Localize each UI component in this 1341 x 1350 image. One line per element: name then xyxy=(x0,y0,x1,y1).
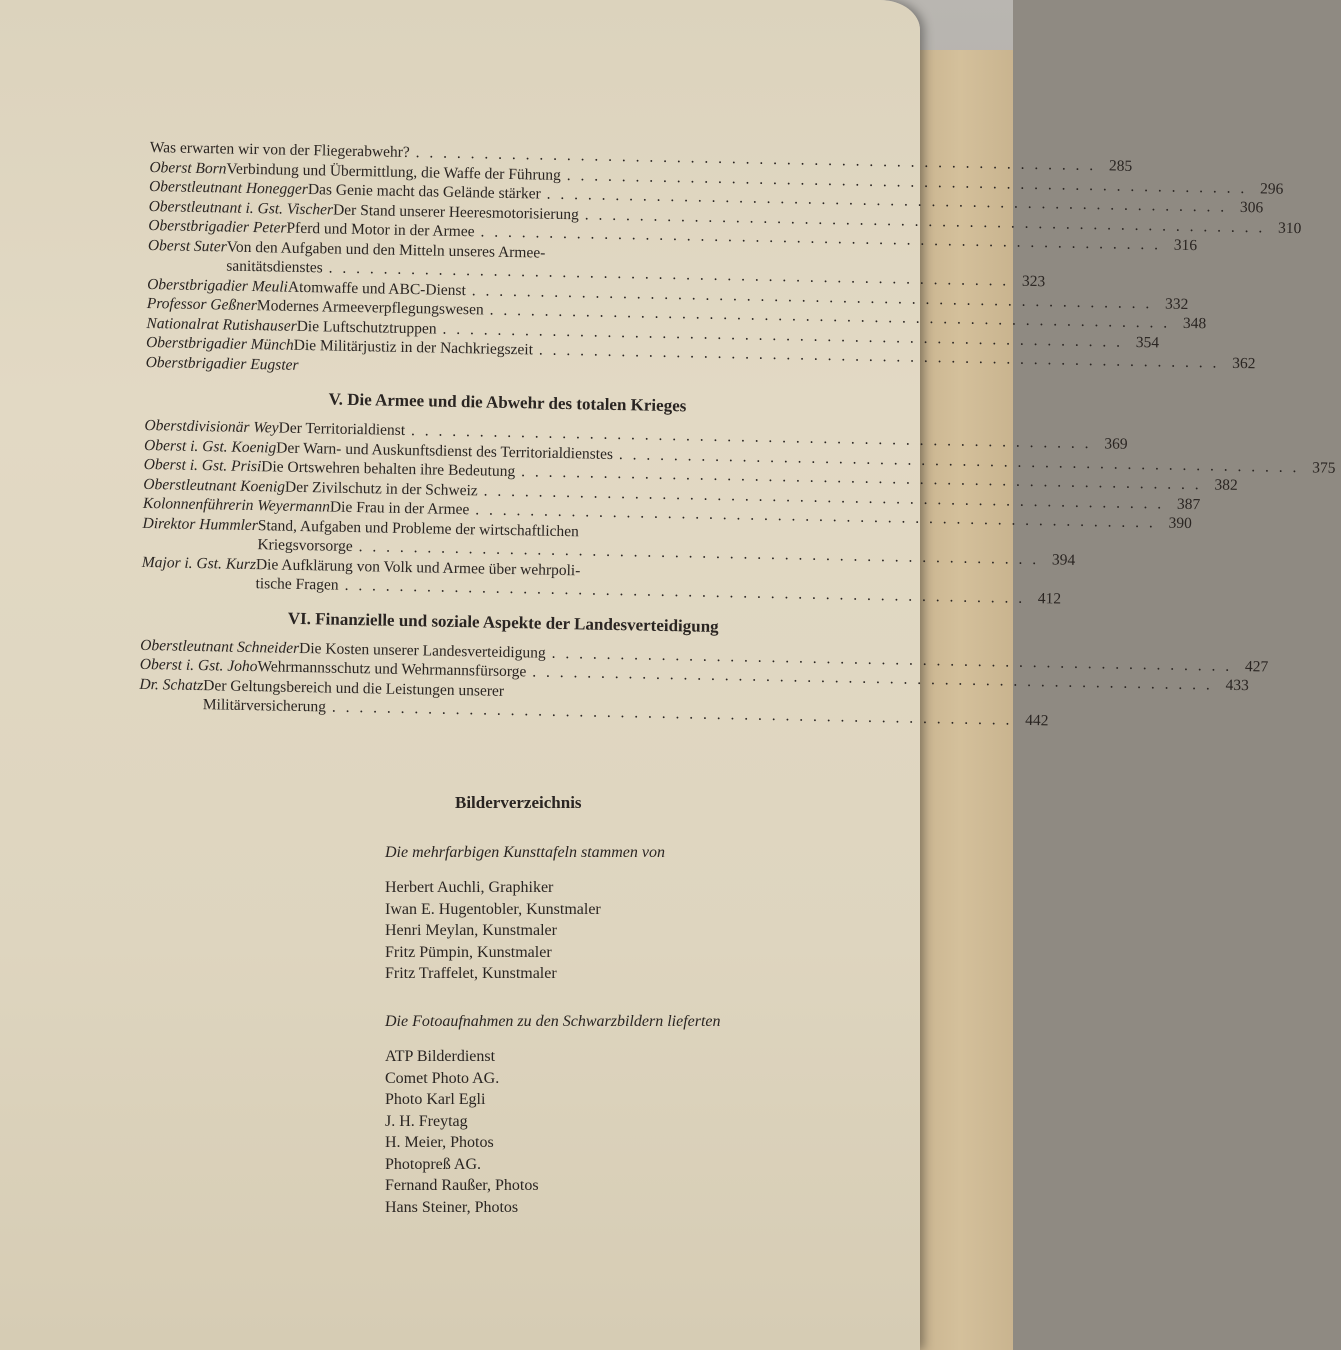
toc-title-text: Der Stand unserer Heeresmotorisierung xyxy=(332,201,579,223)
toc-page-number: 332 xyxy=(1164,295,1189,313)
toc-title-text: Verbindung und Übermittlung, die Waffe der Führung xyxy=(226,159,561,184)
toc-page-number: 442 xyxy=(1025,711,1049,730)
toc-block-4 xyxy=(145,138,1302,387)
toc-title-text: Das Genie macht das Gelände stärker xyxy=(307,181,541,203)
toc-title-text: Der Territorialdienst xyxy=(278,419,406,439)
toc-title-text: tische Fragen xyxy=(255,575,339,594)
toc-page-number: 394 xyxy=(1051,551,1076,569)
art-plates-list xyxy=(385,877,845,985)
table-of-contents xyxy=(139,138,1336,730)
toc-page-number: 323 xyxy=(1021,272,1046,291)
toc-title-text: Wehrmannsschutz und Wehrmannsfürsorge xyxy=(257,658,527,681)
credit-line: Photo Karl Egli xyxy=(385,1091,486,1108)
toc-page-number: 310 xyxy=(1277,219,1302,237)
image-index xyxy=(385,792,845,1244)
toc-author: Professor Geßner xyxy=(146,294,258,315)
credit-line: Iwan E. Hugentobler, Kunstmaler xyxy=(385,900,601,918)
toc-page-number: 354 xyxy=(1135,333,1160,351)
credit-line: ATP Bilderdienst xyxy=(385,1048,496,1065)
toc-author: Oberstbrigadier Eugster xyxy=(145,353,299,374)
credit-line: Hans Steiner, Photos xyxy=(385,1198,519,1216)
toc-title-text: Stand, Aufgaben und Probleme der wirtschaftlichen xyxy=(257,516,580,540)
toc-title-text: Der Geltungsbereich und die Leistungen unserer xyxy=(203,676,505,700)
toc-page-number: 285 xyxy=(1108,157,1133,175)
toc-author: Oberstleutnant Koenig xyxy=(143,475,286,496)
toc-page-number: 382 xyxy=(1214,476,1238,494)
toc-page-number: 362 xyxy=(1232,354,1256,373)
toc-author: Oberstbrigadier Meuli xyxy=(147,275,289,296)
credit-line: Herbert Auchli, Graphiker xyxy=(385,879,554,896)
toc-author: Oberstleutnant Schneider xyxy=(140,636,300,657)
credit-line: Henri Meylan, Kunstmaler xyxy=(385,922,557,939)
toc-title-text: Die Ortswehren behalten ihre Bedeutung xyxy=(261,458,516,481)
toc-author: Oberst Suter xyxy=(147,236,227,255)
credit-line: Photopreß AG. xyxy=(385,1155,481,1173)
toc-author: Major i. Gst. Kurz xyxy=(141,553,257,573)
toc-block-6 xyxy=(139,635,1269,730)
toc-title-text: Der Zivilschutz in der Schweiz xyxy=(284,478,478,499)
toc-title-text: Die Luftschutztruppen xyxy=(296,317,437,338)
credit-line: Fritz Pümpin, Kunstmaler xyxy=(385,943,552,961)
toc-author: Dr. Schatz xyxy=(139,675,204,694)
toc-title-text: Atomwaffe und ABC-Dienst xyxy=(287,278,467,299)
toc-author: Oberst i. Gst. Joho xyxy=(139,655,258,676)
toc-page-number: 412 xyxy=(1037,590,1062,608)
art-plates-intro: Die mehrfarbigen Kunsttafeln stammen von xyxy=(385,843,665,861)
toc-title-text: sanitätsdienstes xyxy=(226,257,323,277)
photo-credits-intro: Die Fotoaufnahmen zu den Schwarzbildern lieferten xyxy=(385,1012,721,1030)
toc-title-text: Die Kosten unserer Landesverteidigung xyxy=(298,639,546,662)
toc-title-text: Die Aufklärung von Volk und Armee über wehrpoli- xyxy=(255,555,581,579)
toc-page-number: 316 xyxy=(1173,236,1198,255)
credit-line: J. H. Freytag xyxy=(385,1112,468,1130)
toc-page-number: 433 xyxy=(1225,676,1250,695)
toc-author: Oberst Born xyxy=(149,158,227,177)
toc-author: Oberstdivisionär Wey xyxy=(144,416,279,437)
image-index-title: Bilderverzeichnis xyxy=(455,793,582,812)
toc-page-number: 387 xyxy=(1176,495,1201,513)
photo-credits-list xyxy=(385,1046,845,1218)
toc-author: Oberst i. Gst. Koenig xyxy=(143,436,277,456)
toc-page-number: 390 xyxy=(1168,514,1193,533)
toc-page-number: 427 xyxy=(1244,657,1269,676)
toc-title-text: Die Militärjustiz in der Nachkriegszeit xyxy=(293,336,534,359)
credit-line: Comet Photo AG. xyxy=(385,1069,500,1087)
toc-author: Direktor Hummler xyxy=(142,514,258,534)
section-heading-5: V. Die Armee und die Abwehr des totalen Krieges xyxy=(328,389,687,416)
toc-page-number: 369 xyxy=(1104,435,1128,453)
credit-line: H. Meier, Photos xyxy=(385,1134,494,1151)
toc-title-text: Von den Aufgaben und den Mitteln unseres Armee- xyxy=(226,237,546,262)
toc-page-number: 296 xyxy=(1259,179,1284,198)
toc-title-text: Die Frau in der Armee xyxy=(329,498,470,519)
toc-author: Kolonnenführerin Weyermann xyxy=(142,494,331,516)
toc-author: Oberstleutnant i. Gst. Vischer xyxy=(148,197,334,219)
credit-line: Fritz Traffelet, Kunstmaler xyxy=(385,965,557,982)
toc-author: Oberst i. Gst. Prisi xyxy=(143,455,262,476)
toc-title-text: Der Warn- und Auskunftsdienst des Territorialdienstes xyxy=(276,438,614,463)
toc-title-text: Pferd und Motor in der Armee xyxy=(286,219,475,241)
toc-author: Nationalrat Rutishauser xyxy=(146,314,297,335)
toc-author: Oberstbrigadier Peter xyxy=(148,216,287,237)
toc-title-text: Militärversicherung xyxy=(202,696,327,716)
section-heading-6: VI. Finanzielle und soziale Aspekte der Landesverteidigung xyxy=(287,608,719,636)
toc-title-text: Was erwarten wir von der Fliegerabwehr? xyxy=(149,138,410,161)
toc-title-text: Kriegsvorsorge xyxy=(257,536,353,555)
toc-author: Oberstbrigadier Münch xyxy=(145,333,294,354)
toc-page-number: 375 xyxy=(1312,458,1336,477)
toc-page-number: 306 xyxy=(1239,198,1264,217)
toc-page-number: 348 xyxy=(1182,314,1207,333)
toc-author: Oberstleutnant Honegger xyxy=(148,177,309,199)
credit-line: Fernand Raußer, Photos xyxy=(385,1177,539,1194)
toc-title-text: Modernes Armeeverpflegungswesen xyxy=(256,297,484,319)
toc-block-5 xyxy=(141,416,1336,608)
